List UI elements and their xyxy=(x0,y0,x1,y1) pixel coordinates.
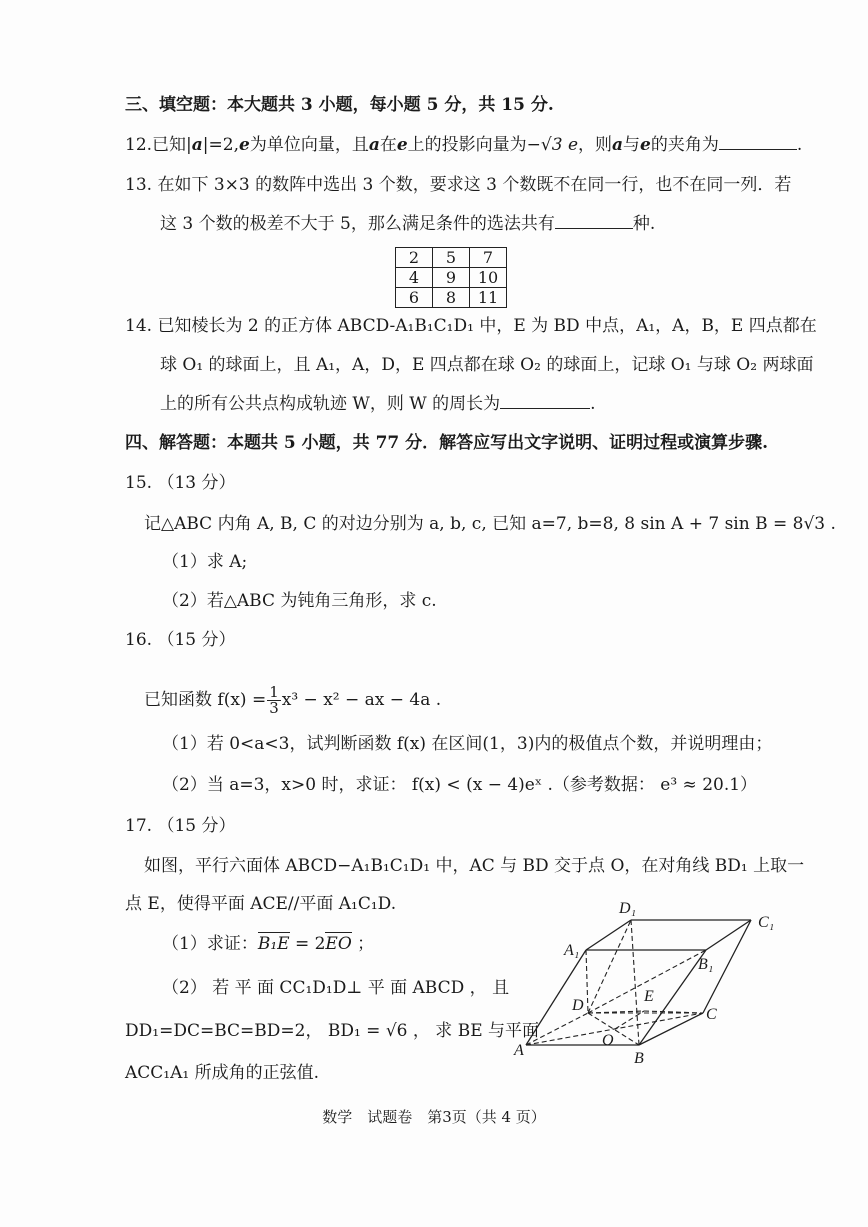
matrix-cell: 10 xyxy=(470,268,507,288)
label-C: C xyxy=(706,1006,717,1023)
question-15-part2: （2）若△ABC 为钝角三角形，求 c. xyxy=(162,591,437,611)
matrix-cell: 4 xyxy=(396,268,433,288)
label-D1: D₁ xyxy=(619,900,637,917)
matrix-cell: 5 xyxy=(433,248,470,268)
question-17-line2: 点 E，使得平面 ACE//平面 A₁C₁D. xyxy=(125,894,397,914)
question-15-head: 15. （13 分） xyxy=(125,473,236,493)
question-17-part2-line3: ACC₁A₁ 所成角的正弦值. xyxy=(125,1063,320,1083)
label-A: A xyxy=(514,1042,524,1059)
answer-blank-12[interactable] xyxy=(719,133,797,150)
question-17-line1: 如图，平行六面体 ABCD−A₁B₁C₁D₁ 中，AC 与 BD 交于点 O，在对角线 BD₁ 上取一 xyxy=(144,856,805,876)
answer-blank-13[interactable] xyxy=(555,212,633,229)
label-E: E xyxy=(644,988,654,1005)
question-16-part1: （1）若 0<a<3，试判断函数 f(x) 在区间(1，3)内的极值点个数，并说明理由； xyxy=(162,734,773,754)
question-16-part2: （2）当 a=3，x>0 时，求证： f(x) < (x − 4)eˣ .（参考数据： e³ ≈ 20.1） xyxy=(162,775,758,795)
question-14-line2: 球 O₁ 的球面上，且 A₁，A，D，E 四点都在球 O₂ 的球面上，记球 O₁ 与球 O₂ 两球面 xyxy=(160,355,814,375)
question-14-line1: 14. 已知棱长为 2 的正方体 ABCD-A₁B₁C₁D₁ 中，E 为 BD 中点，A₁，A，B，E 四点都在 xyxy=(125,316,817,336)
question-16-stem: 已知函数 f(x) = $\frac{1}{3}$ x³ − x² − ax − 4a . xyxy=(144,683,442,717)
label-O: O xyxy=(602,1032,614,1049)
answer-blank-14[interactable] xyxy=(500,392,590,409)
question-12: 12.已知|a|=2,e为单位向量，且a在e上的投影向量为−√3 e，则a与e的夹角为 . xyxy=(125,135,803,155)
question-17-part2-line1: （2） 若 平 面 CC₁D₁D⊥ 平 面 ABCD ， 且 xyxy=(162,978,510,998)
section4-heading: 四、解答题：本题共 5 小题，共 77 分．解答应写出文字说明、证明过程或演算步骤. xyxy=(125,433,769,453)
page-footer: 数学 试题卷 第3页（共 4 页） xyxy=(322,1108,546,1126)
label-B1: B₁ xyxy=(698,956,714,973)
matrix-cell: 8 xyxy=(433,288,470,308)
number-matrix xyxy=(395,247,507,308)
matrix-cell: 11 xyxy=(470,288,507,308)
fraction-one-third: $\frac{1}{3}$ xyxy=(269,683,279,717)
question-16-head: 16. （15 分） xyxy=(125,630,236,650)
question-15-stem: 记△ABC 内角 A, B, C 的对边分别为 a, b, c, 已知 a=7, b=8, 8 sin A + 7 sin B = 8√3 . xyxy=(144,514,836,534)
label-A1: A₁ xyxy=(564,942,580,959)
question-17-part2-line2: DD₁=DC=BC=BD=2， BD₁ = √6 ， 求 BE 与平面 xyxy=(125,1021,540,1041)
question-14-line3: 上的所有公共点构成轨迹 W，则 W 的周长为 . xyxy=(160,394,596,414)
question-17-head: 17. （15 分） xyxy=(125,816,236,836)
section3-heading: 三、填空题：本大题共 3 小题，每小题 5 分，共 15 分. xyxy=(125,95,554,115)
matrix-cell: 2 xyxy=(396,248,433,268)
label-B: B xyxy=(634,1050,644,1067)
label-D: D xyxy=(572,997,584,1014)
question-15-part1: （1）求 A; xyxy=(162,552,248,572)
parallelepiped-figure xyxy=(506,895,796,1075)
question-13-line2: 这 3 个数的极差不大于 5，那么满足条件的选法共有 种. xyxy=(160,214,656,234)
matrix-cell: 6 xyxy=(396,288,433,308)
matrix-cell: 7 xyxy=(470,248,507,268)
label-C1: C₁ xyxy=(758,914,775,931)
question-13-line1: 13. 在如下 3×3 的数阵中选出 3 个数，要求这 3 个数既不在同一行，也不在同一列．若 xyxy=(125,175,792,195)
matrix-cell: 9 xyxy=(433,268,470,288)
question-17-part1: （1）求证：B₁E = 2EO ； xyxy=(162,934,375,954)
